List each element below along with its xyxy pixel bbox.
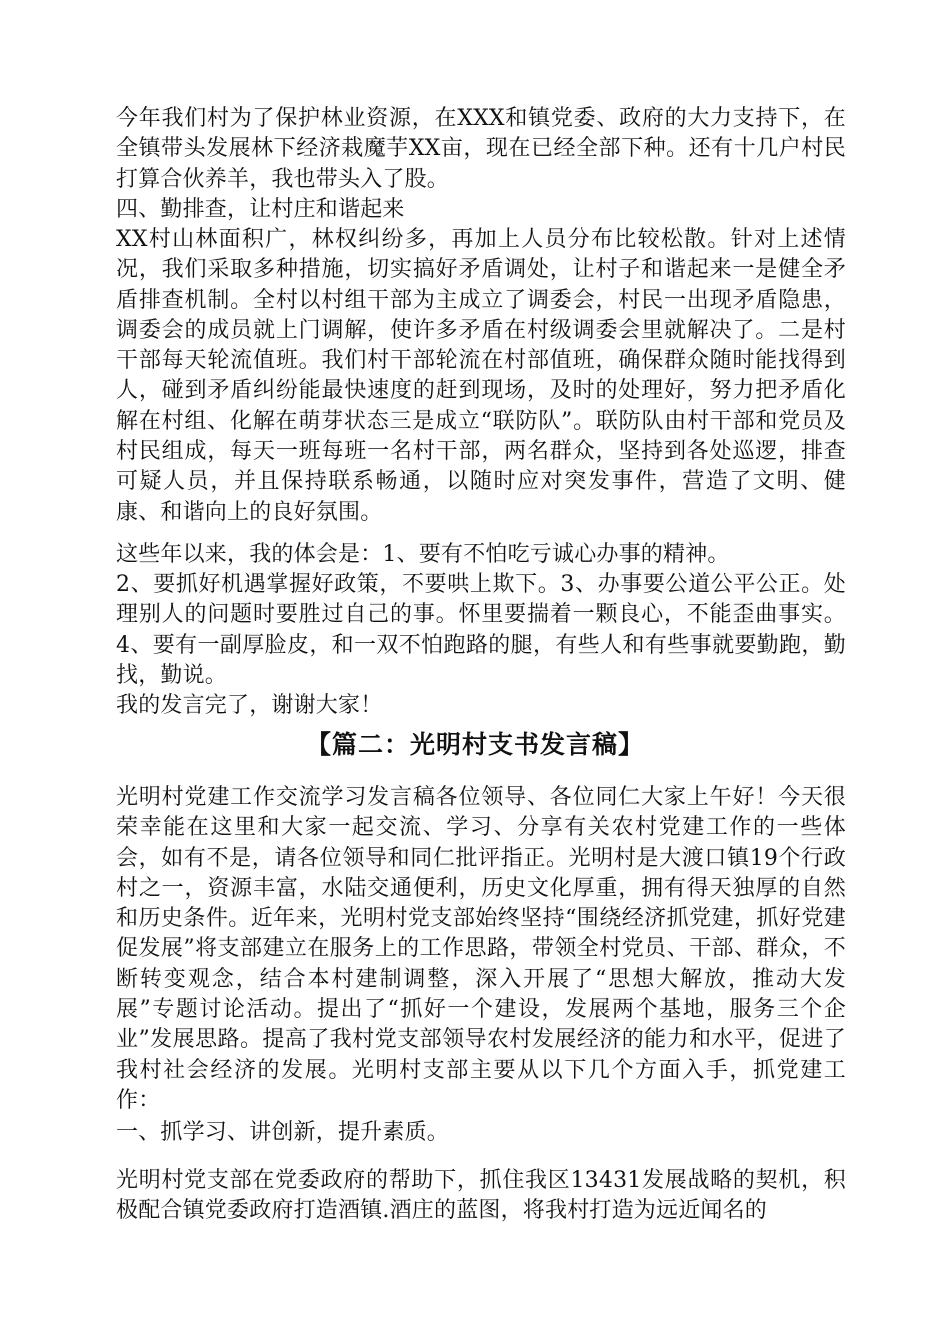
paragraph-party-branch: 光明村党支部在党委政府的帮助下，抓住我区13431发展战略的契机，积极配合镇党委政府打造酒镇.酒庄的蓝图，将我村打造为远近闻名的: [116, 1168, 846, 1224]
paragraph-closing: 我的发言完了，谢谢大家！: [116, 693, 383, 718]
paragraph-experience-intro: 这些年以来，我的体会是：1、要有不怕吃亏诚心办事的精神。: [116, 542, 730, 567]
paragraph-experience-points: 2、要抓好机遇掌握好政策，不要哄上欺下。3、办事要公道公平公正。处理别人的问题时要胜过自己的事。怀里要揣着一颗良心，不能歪曲事实。4、要有一副厚脸皮，和一双不怕跑路的腿，有些人和有些事就要勤跑，勤找，勤说。: [116, 572, 846, 688]
paragraph-guangming-intro: 光明村党建工作交流学习发言稿各位领导、各位同仁大家上午好！今天很荣幸能在这里和大家一起交流、学习、分享有关农村党建工作的一些体会，如有不是，请各位领导和同仁批评指正。光明村是大渡口镇19个行政村之一，资源丰富，水陆交通便利，历史文化厚重，拥有得天独厚的自然和历史条件。近年来，光明村党支部始终坚持“围绕经济抓党建，抓好党建促发展”将支部建立在服务上的工作思路，带领全村党员、干部、群众，不断转变观念，结合本村建制调整，深入开展了“思想大解放，推动大发展”专题讨论活动。提出了“抓好一个建设，发展两个基地，服务三个企业”发展思路。提高了我村党支部领导农村发展经济的能力和水平，促进了我村社会经济的发展。光明村支部主要从以下几个方面入手，抓党建工作：: [116, 785, 846, 1113]
subheading-investigation: 四、勤排查，让村庄和谐起来: [116, 197, 405, 222]
section-title: 【篇二：光明村支书发言稿】: [305, 730, 644, 759]
subheading-study-innovation: 一、抓学习、讲创新，提升素质。: [116, 1120, 450, 1145]
paragraph-dispute-mediation: XX村山林面积广，林权纠纷多，再加上人员分布比较松散。针对上述情况，我们采取多种措施，切实搞好矛盾调处，让村子和谐起来一是健全矛盾排查机制。全村以村组干部为主成立了调委会，村民一出现矛盾隐患，调委会的成员就上门调解，使许多矛盾在村级调委会里就解决了。二是村干部每天轮流值班。我们村干部轮流在村部值班，确保群众随时能找得到人，碰到矛盾纠纷能最快速度的赶到现场，及时的处理好，努力把矛盾化解在村组、化解在萌芽状态三是成立“联防队”。联防队由村干部和党员及村民组成，每天一班每班一名村干部，两名群众，坚持到各处巡逻，排查可疑人员，并且保持联系畅通，以随时应对突发事件，营造了文明、健康、和谐向上的良好氛围。: [116, 227, 846, 525]
paragraph-forest-economy: 今年我们村为了保护林业资源，在XXX和镇党委、政府的大力支持下，在全镇带头发展林下经济栽魔芋XX亩，现在已经全部下种。还有十几户村民打算合伙养羊，我也带头入了股。: [116, 106, 846, 192]
